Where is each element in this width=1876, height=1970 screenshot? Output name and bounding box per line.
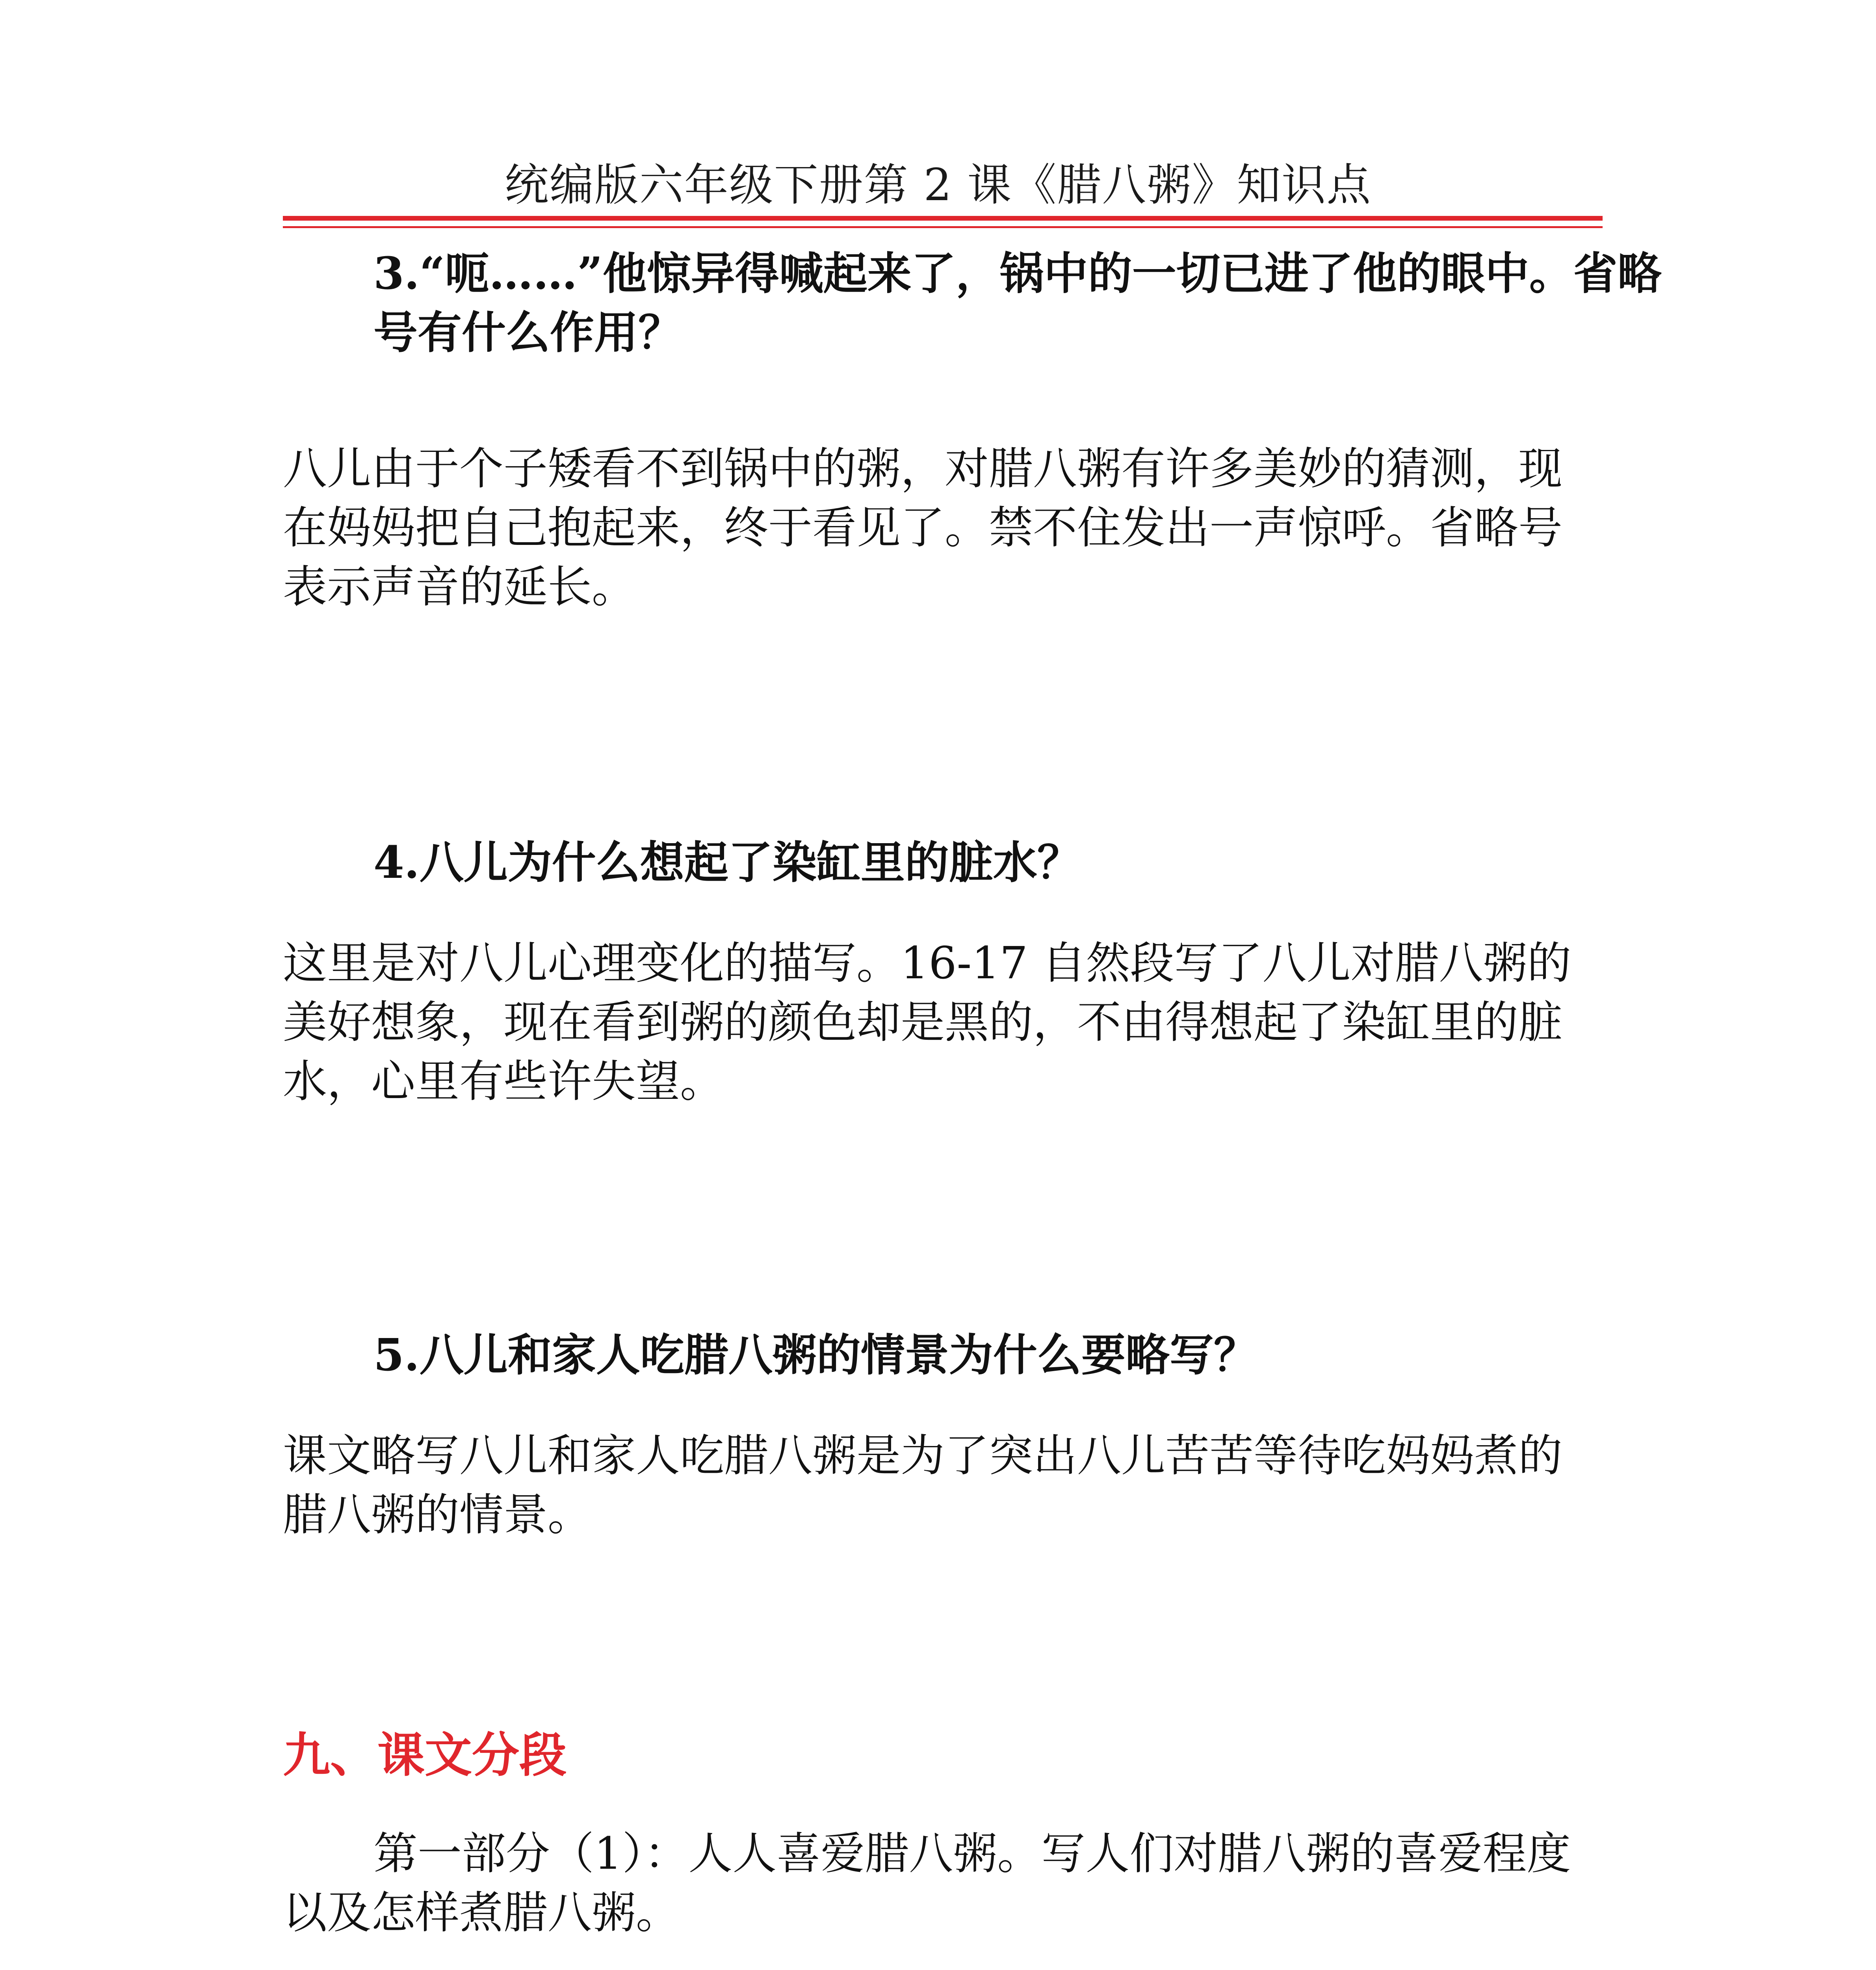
header-rule-thick xyxy=(283,216,1603,221)
question-3 xyxy=(283,244,1693,362)
question-5: 5.八儿和家人吃腊八粥的情景为什么要略写？ xyxy=(373,1329,1258,1381)
section-9-paragraph-1: 第一部分（1）：人人喜爱腊八粥。写人们对腊八粥的喜爱程度以及怎样煮腊八粥。 xyxy=(283,1828,1571,1938)
answer-4: 这里是对八儿心理变化的描写。16-17 自然段写了八儿对腊八粥的美好想象，现在看到粥的颜色却是黑的，不由得想起了染缸里的脏水，心里有些许失望。 xyxy=(283,938,1571,1107)
header-rule-thin xyxy=(283,226,1603,228)
question-3-text: 3.“呃……”他惊异得喊起来了，锅中的一切已进了他的眼中。省略号有什么作用？ xyxy=(373,248,1662,359)
answer-3: 八儿由于个子矮看不到锅中的粥，对腊八粥有许多美妙的猜测，现在妈妈把自己抱起来，终于看见了。禁不住发出一声惊呼。省略号表示声音的延长。 xyxy=(283,443,1562,613)
section-title-9: 九、课文分段 xyxy=(283,1727,567,1783)
answer-5: 课文略写八儿和家人吃腊八粥是为了突出八儿苦苦等待吃妈妈煮的腊八粥的情景。 xyxy=(283,1430,1562,1541)
page-header-title: 统编版六年级下册第 2 课《腊八粥》知识点 xyxy=(504,160,1372,211)
question-4: 4.八儿为什么想起了染缸里的脏水？ xyxy=(373,837,1081,888)
